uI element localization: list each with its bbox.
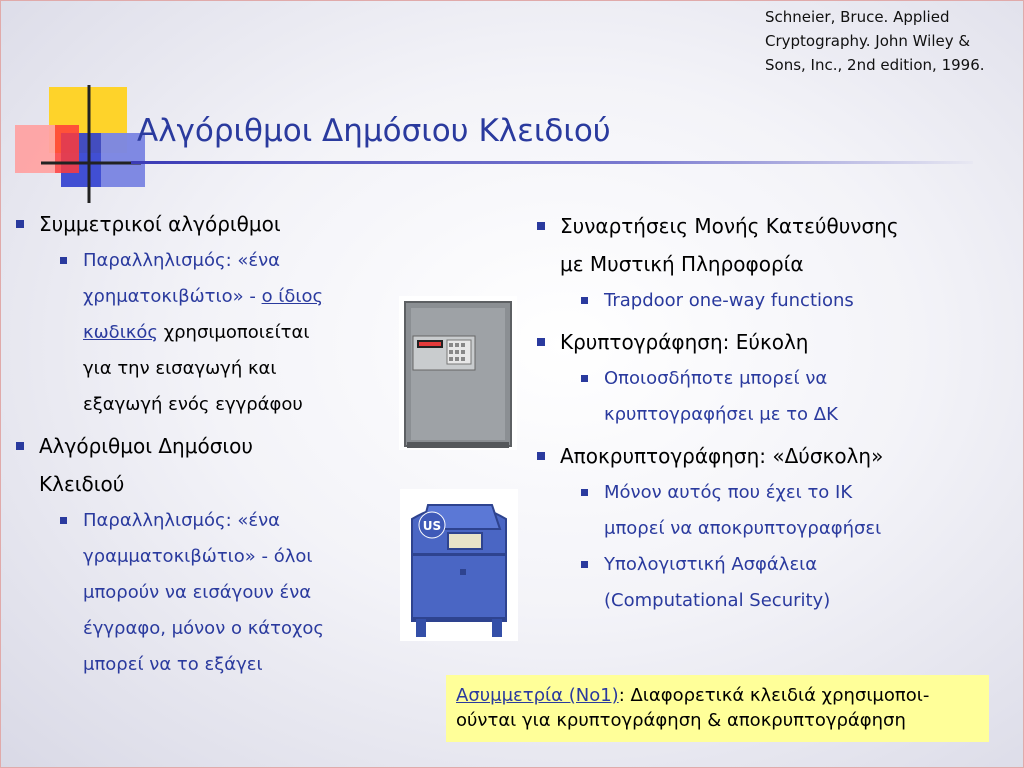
bullet-line: Αλγόριθμοι Δημόσιου: [39, 434, 253, 458]
right-column: [522, 207, 1017, 619]
reference-line: Schneier, Bruce. Applied: [765, 8, 950, 26]
asymmetry-link[interactable]: Ασυμμετρία (Νο1): [456, 685, 619, 706]
sub-bullet-line: μπορούν να εισάγουν ένα: [83, 582, 312, 603]
safe-image: [399, 296, 517, 450]
sub-bullet-line: γραμματοκιβώτιο» - όλοι: [83, 546, 313, 567]
logo-red-fade: [15, 125, 55, 173]
sub-bullet-text: χρησιμοποιείται: [157, 322, 310, 343]
bullet-decryption: Αποκρυπτογράφηση: «Δύσκολη»: [522, 437, 1017, 475]
left-column: [1, 205, 391, 683]
sub-bullet-line: για την εισαγωγή και: [83, 358, 277, 379]
bullet-symmetric: Συμμετρικοί αλγόριθμοι: [1, 205, 391, 243]
sub-bullet-line: Μόνον αυτός που έχει το ΙΚ: [604, 482, 853, 503]
underlined-text: κωδικός: [83, 322, 158, 343]
asymmetry-note-box: [446, 675, 989, 742]
reference-line: Sons, Inc., 2nd edition, 1996.: [765, 56, 985, 74]
sub-bullet-line: [83, 279, 391, 315]
sub-bullet-line: εξαγωγή ενός εγγράφου: [83, 394, 303, 415]
sub-bullet-line: Οποιοσδήποτε μπορεί να: [604, 368, 828, 389]
sub-bullet-line: έγγραφο, μόνον ο κάτοχος: [83, 618, 324, 639]
sub-bullet-safe: [45, 243, 391, 423]
sub-bullet-line: (Computational Security): [604, 590, 831, 611]
note-text: : Διαφορετικά κλειδιά χρησιμοποι-: [618, 685, 930, 706]
sub-bullet-line: Παραλληλισμός: «ένα: [83, 510, 281, 531]
decorative-squares-logo: [1, 1, 161, 211]
note-line: ούνται για κρυπτογράφηση & αποκρυπτογράφηση: [456, 710, 906, 731]
reference-line: Cryptography. John Wiley &: [765, 32, 971, 50]
underlined-text: ο ίδιος: [261, 286, 324, 307]
sub-bullet-line: κρυπτογραφήσει με το ΔΚ: [604, 404, 838, 425]
sub-bullet-line: μπορεί να το εξάγει: [83, 654, 263, 675]
bullet-one-way-functions: [522, 207, 1017, 283]
sub-bullet-trapdoor: Trapdoor one-way functions: [566, 283, 1017, 319]
bullet-line: με Μυστική Πληροφορία: [560, 252, 804, 276]
sub-bullet-line: μπορεί να αποκρυπτογραφήσει: [604, 518, 882, 539]
title-underline: [131, 161, 973, 164]
mailbox-image: [400, 489, 518, 641]
sub-bullet-line: Παραλληλισμός: «ένα: [83, 250, 281, 271]
reference-citation: [765, 5, 1015, 77]
mailbox-label: US: [422, 519, 442, 533]
bullet-encryption: Κρυπτογράφηση: Εύκολη: [522, 323, 1017, 361]
sub-bullet-line: [83, 315, 391, 351]
bullet-line: Κλειδιού: [39, 472, 125, 496]
sub-bullet-anyone-encrypts: [566, 361, 1017, 433]
sub-bullet-computational-security: [566, 547, 1017, 619]
sub-bullet-line: Υπολογιστική Ασφάλεια: [604, 554, 818, 575]
slide-title: Αλγόριθμοι Δημόσιου Κλειδιού: [137, 113, 611, 149]
sub-bullet-text: χρηματοκιβώτιο» -: [83, 286, 262, 307]
bullet-public-key: [1, 427, 391, 503]
sub-bullet-mailbox: [45, 503, 391, 683]
note-line: [456, 683, 979, 708]
bullet-line: Συναρτήσεις Μονής Κατεύθυνσης: [560, 214, 899, 238]
sub-bullet-only-owner: [566, 475, 1017, 547]
